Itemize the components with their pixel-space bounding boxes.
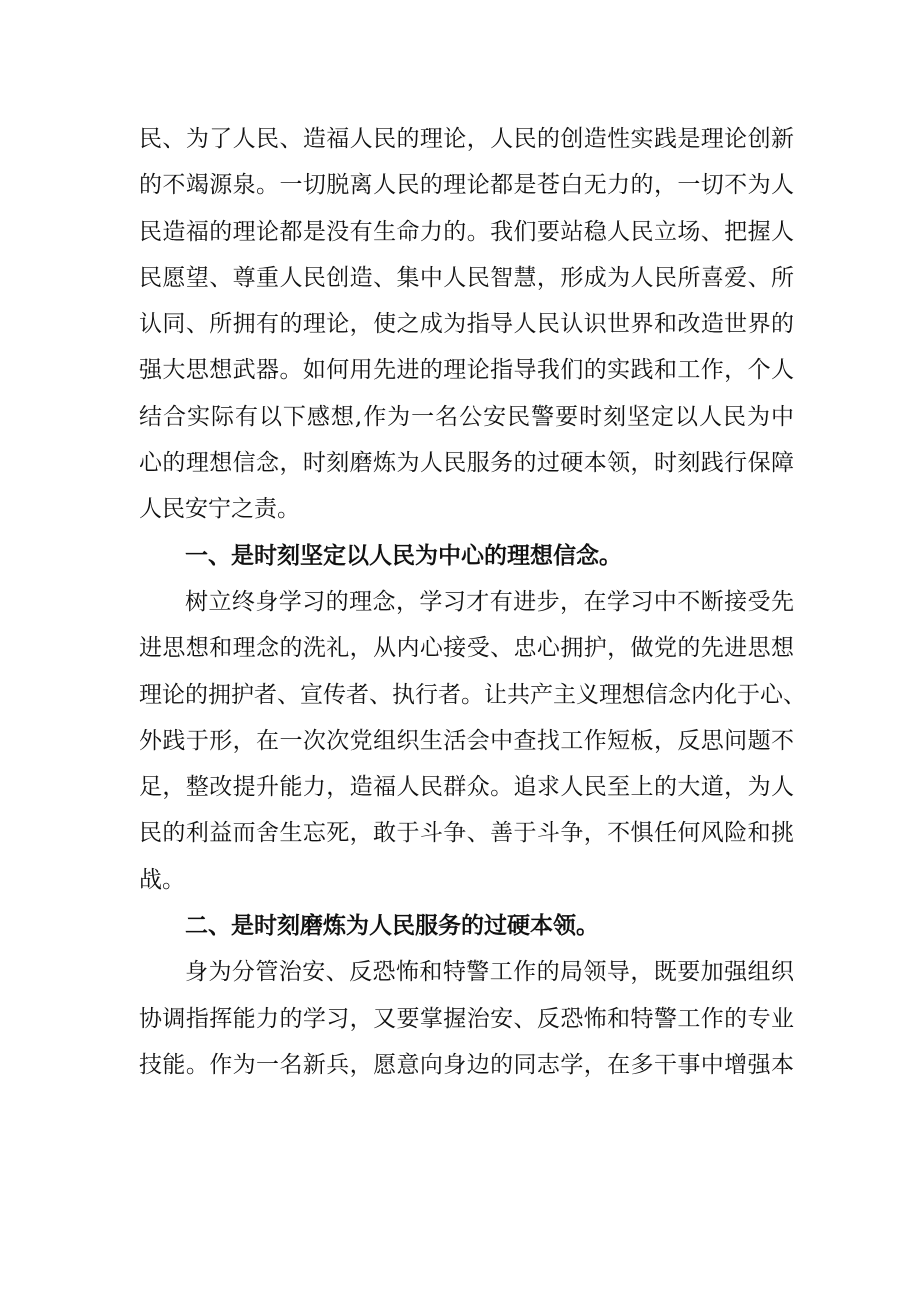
- section-heading-2: 二、是时刻磨炼为人民服务的过硬本领。: [185, 913, 599, 940]
- intro-line-2: 的不竭源泉。一切脱离人民的理论都是苍白无力的，一切不为人: [139, 172, 794, 199]
- section-1-line-4: 外践于形，在一次次党组织生活会中查找工作短板，反思问题不: [139, 727, 794, 754]
- intro-line-7: 结合实际有以下感想,作为一名公安民警要时刻坚定以人民为中: [139, 403, 794, 430]
- intro-line-3: 民造福的理论都是没有生命力的。我们要站稳人民立场、把握人: [139, 218, 794, 245]
- intro-line-6: 强大思想武器。如何用先进的理论指导我们的实践和工作，个人: [139, 357, 794, 384]
- intro-line-5: 认同、所拥有的理论，使之成为指导人民认识世界和改造世界的: [139, 311, 794, 338]
- intro-line-8: 心的理想信念，时刻磨炼为人民服务的过硬本领，时刻践行保障: [139, 450, 794, 477]
- section-1-line-3: 理论的拥护者、宣传者、执行者。让共产主义理想信念内化于心、: [139, 681, 806, 708]
- section-1-line-7: 战。: [139, 866, 185, 893]
- intro-line-1: 民、为了人民、造福人民的理论，人民的创造性实践是理论创新: [139, 126, 794, 152]
- intro-line-9: 人民安宁之责。: [139, 496, 300, 523]
- section-2-line-2: 协调指挥能力的学习，又要掌握治安、反恐怖和特警工作的专业: [139, 1005, 794, 1032]
- section-1-line-1: 树立终身学习的理念，学习才有进步，在学习中不断接受先: [185, 588, 794, 615]
- intro-line-4: 民愿望、尊重人民创造、集中人民智慧，形成为人民所喜爱、所: [139, 264, 794, 291]
- section-2-line-3: 技能。作为一名新兵，愿意向身边的同志学，在多干事中增强本: [139, 1051, 794, 1078]
- section-heading-1: 一、是时刻坚定以人民为中心的理想信念。: [185, 542, 622, 569]
- section-2-line-1: 身为分管治安、反恐怖和特警工作的局领导，既要加强组织: [185, 959, 794, 986]
- document-body: [139, 116, 806, 1088]
- section-1-line-5: 足，整改提升能力，造福人民群众。追求人民至上的大道，为人: [139, 774, 794, 801]
- section-1-line-6: 民的利益而舍生忘死，敢于斗争、善于斗争，不惧任何风险和挑: [139, 820, 794, 847]
- section-1-line-2: 进思想和理念的洗礼，从内心接受、忠心拥护，做党的先进思想: [139, 635, 794, 662]
